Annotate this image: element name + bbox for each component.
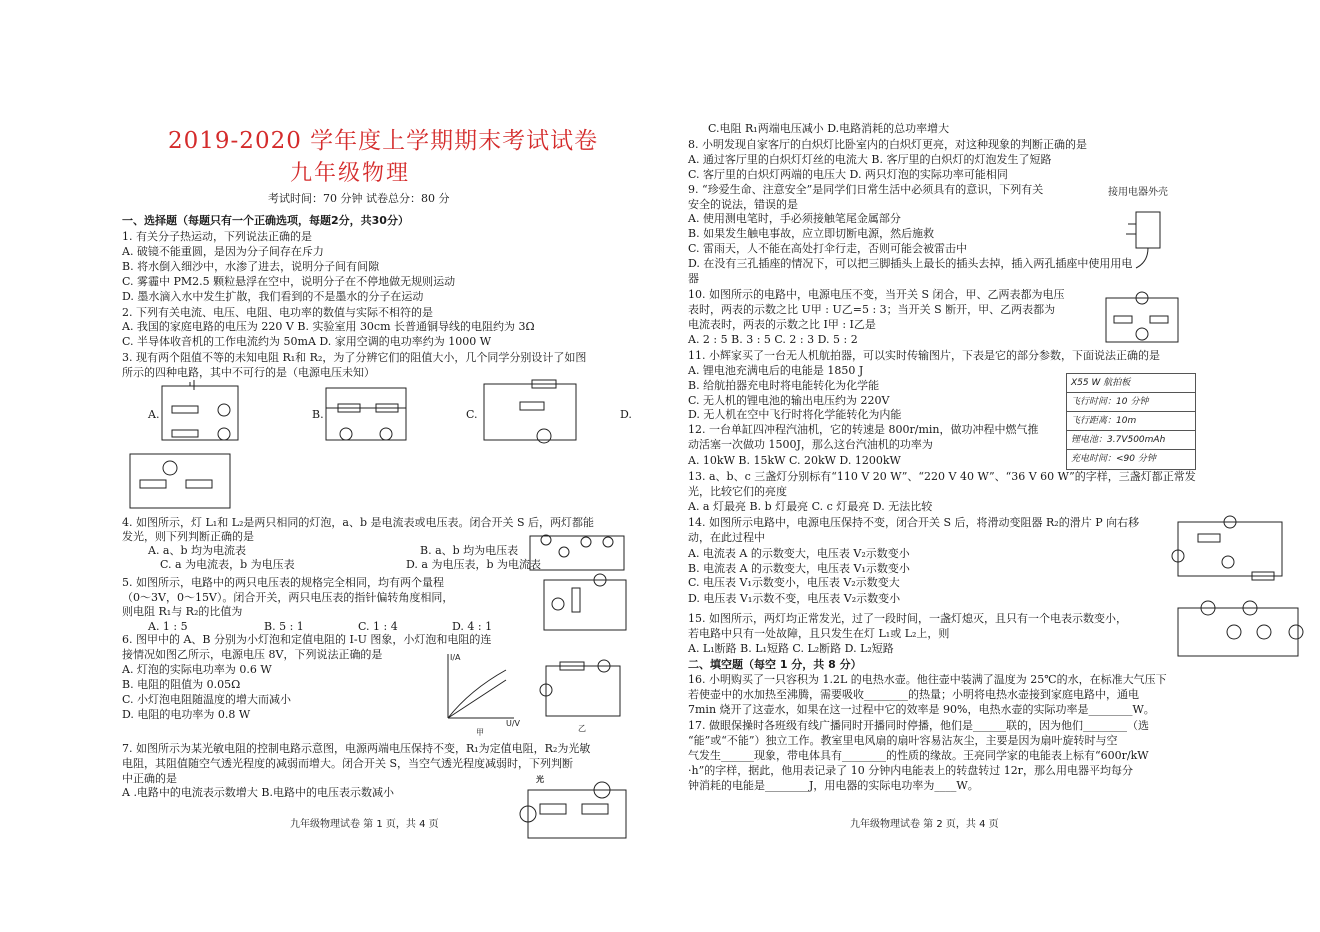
right-text-line: A. 2 : 5 B. 3 : 5 C. 2 : 3 D. 5 : 2 (688, 333, 858, 346)
right-text-line: 7min 烧开了这壶水，如果在这一过程中它的效率是 90%，电热水壶的实际功率是________W。 (688, 703, 1155, 716)
right-text-line: C. 雷雨天，人不能在高处打伞行走，否则可能会被雷击中 (688, 242, 968, 255)
left-text-line: A. 破镜不能重圆，是因为分子间存在斥力 (122, 245, 324, 258)
drone-spec-row: 充电时间：<90 分钟 (1071, 454, 1156, 464)
left-text-line: 中正确的是 (122, 772, 177, 785)
left-text-line: A. 我国的家庭电路的电压为 220 V B. 实验室用 30cm 长普通铜导线的电阻约为 3Ω (122, 320, 535, 333)
q3-label-c: C. (466, 408, 478, 421)
right-text-line: A. a 灯最亮 B. b 灯最亮 C. c 灯最亮 D. 无法比较 (688, 500, 933, 513)
right-text-line: A. 通过客厅里的白炽灯灯丝的电流大 B. 客厅里的白炽灯的灯泡发生了短路 (688, 153, 1052, 166)
left-text-line: D. 墨水滴入水中发生扩散，我们看到的不是墨水的分子在运动 (122, 290, 424, 303)
q6-circuit (540, 662, 624, 720)
q4-option-a: A. a、b 均为电流表 (148, 544, 247, 557)
q3-label-a: A. (148, 408, 160, 421)
left-text-line: 1. 有关分子热运动，下列说法正确的是 (122, 230, 312, 243)
right-text-line: A. L₁断路 B. L₁短路 C. L₂断路 D. L₂短路 (688, 642, 894, 655)
graph-yi-label: 乙 (578, 724, 586, 733)
right-text-line: C. 无人机的锂电池的输出电压约为 220V (688, 394, 890, 407)
q5-option-d: D. 4 : 1 (452, 620, 493, 633)
right-text-line: 14. 如图所示电路中，电源电压保持不变，闭合开关 S 后，将滑动变阻器 R₂的滑片 P 向右移 (688, 516, 1140, 529)
q3-circuit-d (128, 450, 232, 512)
left-text-line: 3. 现有两个阻值不等的未知电阻 R₁和 R₂，为了分辨它们的阻值大小，几个同学分别设计了如图 (122, 351, 587, 364)
q6-iu-graph (440, 652, 521, 728)
left-text-line: A. 灯泡的实际电功率为 0.6 W (122, 663, 272, 676)
right-text-line: 17. 做眼保操时各班级有线广播同时开播同时停播，他们是______联的，因为他们________（选 (688, 719, 1149, 732)
drone-spec-row: 飞行时间：10 分钟 (1067, 393, 1195, 412)
left-text-line: 5. 如图所示，电路中的两只电压表的规格完全相同，均有两个量程 (122, 576, 444, 589)
q14-circuit (1172, 516, 1286, 582)
left-text-line: C. 小灯泡电阻随温度的增大而减小 (122, 693, 292, 706)
drone-spec-table (1066, 373, 1196, 470)
left-text-line: 则电阻 R₁与 R₂的比值为 (122, 605, 243, 618)
right-text-line: 表时，两表的示数之比 U甲 : U乙=5 : 3；当开关 S 断开，甲、乙两表都为 (688, 303, 1056, 316)
left-text-line: 所示的四种电路，其中不可行的是（电源电压未知） (122, 366, 375, 379)
right-text-line: 8. 小明发现自家客厅的白炽灯比卧室内的白炽灯更亮，对这种现象的判断正确的是 (688, 138, 1087, 151)
left-text-line: 7. 如图所示为某光敏电阻的控制电路示意图，电源两端电压保持不变，R₁为定值电阻，R₂为光敏 (122, 742, 591, 755)
right-text-line: 若使壶中的水加热至沸腾，需要吸收________的热量；小明将电热水壶接到家庭电路中，通电 (688, 688, 1139, 701)
right-text-line: ·h”的字样，据此，他用表记录了 10 分钟内电能表上的转盘转过 12r，那么用电器平均每分 (688, 764, 1133, 777)
q4-circuit (528, 532, 626, 574)
q3-label-d: D. (620, 408, 632, 421)
q3-circuit-b (324, 386, 408, 442)
right-text-line: B. 如果发生触电事故，应立即切断电源，然后施救 (688, 227, 935, 240)
right-text-line: 10. 如图所示的电路中，电源电压不变，当开关 S 闭合，甲、乙两表都为电压 (688, 288, 1065, 301)
q5-option-b: B. 5 : 1 (264, 620, 304, 633)
right-text-line: 光，比较它们的亮度 (688, 485, 787, 498)
q3-label-b: B. (312, 408, 324, 421)
right-text-line: B. 给航拍器充电时将电能转化为化学能 (688, 379, 880, 392)
plug-figure (1124, 206, 1168, 270)
graph-x-label: U/V (506, 719, 521, 728)
right-text-line: A. 锂电池充满电后的电能是 1850 J (688, 364, 864, 377)
drone-spec-row: 飞行距离：10m (1067, 412, 1195, 431)
right-text-line: 电流表时，两表的示数之比 I甲 : I乙是 (688, 318, 876, 331)
q5-circuit (542, 576, 628, 634)
right-text-line: 钟消耗的电能是________J，用电器的实际电功率为____W。 (688, 779, 979, 792)
right-text-line: C. 客厅里的白炽灯两端的电压大 D. 两只灯泡的实际功率可能相同 (688, 168, 1008, 181)
plug-label: 接用电器外壳 (1108, 187, 1168, 198)
right-text-line: C. 电压表 V₁示数变小，电压表 V₂示数变大 (688, 576, 900, 589)
left-text-line: B. 将水倒入细沙中，水渗了进去，说明分子间有间隙 (122, 260, 380, 273)
right-text-line: 若电路中只有一处故障，且只发生在灯 L₁或 L₂上，则 (688, 627, 950, 640)
left-text-line: 4. 如图所示，灯 L₁和 L₂是两只相同的灯泡，a、b 是电流表或电压表。闭合开关 S 后，两灯都能 (122, 516, 595, 529)
right-text-line: 16. 小明购买了一只容积为 1.2L 的电热水壶。他往壶中装满了温度为 25℃的水，在标准大气压下 (688, 673, 1167, 686)
left-text-line: 6. 图甲中的 A、B 分别为小灯泡和定值电阻的 I-U 图象，小灯泡和电阻的连 (122, 633, 492, 646)
right-text-line: 11. 小辉家买了一台无人机航拍器，可以实时传输图片，下表是它的部分参数，下面说法正确的是 (688, 349, 1160, 362)
right-text-line: 安全的说法，错误的是 (688, 198, 798, 211)
drone-spec-row: X55 W 航拍板 (1067, 374, 1195, 393)
footer-left: 九年级物理试卷 第 1 页，共 4 页 (290, 819, 439, 830)
q10-circuit (1102, 290, 1182, 348)
exam-subtitle: 九年级物理 (290, 161, 411, 186)
right-text-line: 动，在此过程中 (688, 531, 765, 544)
left-text-line: 一、选择题（每题只有一个正确选项，每题2分，共30分） (122, 214, 409, 227)
left-text-line: 接情况如图乙所示，电源电压 8V，下列说法正确的是 (122, 648, 383, 661)
right-text-line: 13. a、b、c 三盏灯分别标有“110 V 20 W”、“220 V 40 W”、“36 V 60 W”的字样，三盏灯都正常发 (688, 470, 1196, 483)
left-text-line: 电阻，其阻值随空气透光程度的减弱而增大。闭合开关 S，当空气透光程度减弱时，下列判断 (122, 757, 574, 770)
left-text-line: A .电路中的电流表示数增大 B.电路中的电压表示数减小 (122, 786, 395, 799)
q7-light-label: 光 (536, 774, 544, 784)
right-text-line: 9. “珍爱生命、注意安全”是同学们日常生活中必须具有的意识，下列有关 (688, 183, 1044, 196)
q5-option-c: C. 1 : 4 (358, 620, 398, 633)
right-text-line: 器 (688, 272, 699, 285)
exam-info: 考试时间：70 分钟 试卷总分：80 分 (268, 192, 450, 205)
q3-circuit-c (482, 380, 578, 444)
right-text-line: A. 10kW B. 15kW C. 20kW D. 1200kW (688, 454, 901, 467)
drone-spec-row: 锂电池：3.7V500mAh (1067, 431, 1195, 450)
left-text-line: 2. 下列有关电流、电压、电阻、电功率的数值与实际不相符的是 (122, 306, 433, 319)
q4-option-c: C. a 为电流表，b 为电压表 (160, 558, 295, 571)
right-text-line: “能”或“不能”）独立工作。教室里电风扇的扇叶容易沾灰尘，主要是因为扇叶旋转时与空 (688, 734, 1118, 747)
right-text-line: C.电阻 R₁两端电压减小 D.电路消耗的总功率增大 (708, 122, 950, 135)
right-text-line: B. 电流表 A 的示数变大，电压表 V₁示数变小 (688, 562, 910, 575)
left-text-line: B. 电阻的阻值为 0.05Ω (122, 678, 241, 691)
left-text-line: C. 半导体收音机的工作电流约为 50mA D. 家用空调的电功率约为 1000 W (122, 335, 492, 348)
graph-jia-label: 甲 (476, 728, 484, 737)
right-text-line: D. 在没有三孔插座的情况下，可以把三脚插头上最长的插头去掉，插入两孔插座中使用用电 (688, 257, 1133, 270)
right-text-line: D. 电压表 V₁示数不变，电压表 V₂示数变小 (688, 592, 901, 605)
q4-option-d: D. a 为电压表，b 为电流表 (406, 558, 542, 571)
left-text-line: D. 电阻的电功率为 0.8 W (122, 708, 251, 721)
right-text-line: A. 电流表 A 的示数变大，电压表 V₂示数变小 (688, 547, 910, 560)
left-text-line: 发光，则下列判断正确的是 (122, 530, 254, 543)
left-text-line: （0～3V，0～15V）。闭合开关，两只电压表的指针偏转角度相同， (122, 591, 454, 604)
q4-option-b: B. a、b 均为电压表 (420, 544, 519, 557)
right-text-line: 气发生______现象，带电体具有________的性质的缘故。王亮同学家的电能表上标有“600r/kW (688, 749, 1149, 762)
right-text-line: 二、填空题（每空 1 分，共 8 分） (688, 658, 862, 671)
graph-y-label: I/A (450, 653, 461, 662)
right-text-line: 12. 一台单缸四冲程汽油机，它的转速是 800r/min，做功冲程中燃气推 (688, 423, 1039, 436)
right-text-line: A. 使用测电笔时，手必须接触笔尾金属部分 (688, 212, 901, 225)
right-text-line: 15. 如图所示，两灯均正常发光，过了一段时间，一盏灯熄灭，且只有一个电表示数变小， (688, 612, 1127, 625)
right-text-line: D. 无人机在空中飞行时将化学能转化为内能 (688, 408, 902, 421)
exam-title: 2019-2020 学年度上学期期末考试试卷 (168, 128, 599, 154)
right-text-line: 动活塞一次做功 1500J，那么这台汽油机的功率为 (688, 438, 933, 451)
q15-circuit (1168, 600, 1302, 662)
q3-circuit-a (160, 384, 240, 442)
left-text-line: C. 雾霾中 PM2.5 颗粒悬浮在空中，说明分子在不停地做无规则运动 (122, 275, 456, 288)
footer-right: 九年级物理试卷 第 2 页，共 4 页 (850, 819, 999, 830)
q5-option-a: A. 1 : 5 (148, 620, 188, 633)
